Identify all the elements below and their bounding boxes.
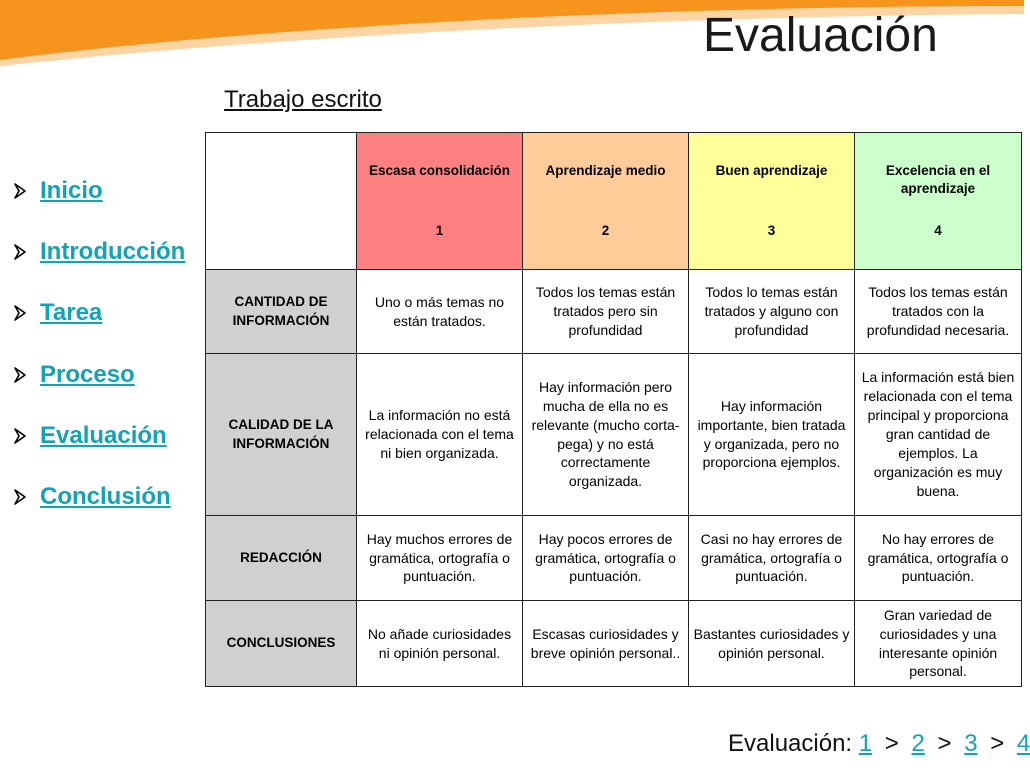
level-label: Escasa consolidación xyxy=(368,162,511,178)
pagination-separator: > xyxy=(990,730,1005,757)
rubric-cell: Todos lo temas están tratados y alguno con profundidad xyxy=(689,270,855,354)
nav-item-inicio xyxy=(14,160,185,221)
page-link-2[interactable]: 2 xyxy=(911,730,925,757)
nav-item-evaluacion xyxy=(14,405,185,466)
level-label: Buen aprendizaje xyxy=(715,162,828,178)
criterion-cell: CONCLUSIONES xyxy=(206,601,357,687)
criterion-cell: CANTIDAD DE INFORMACIÓN xyxy=(206,270,357,354)
level-score: 3 xyxy=(767,222,776,238)
rubric-cell: Hay muchos errores de gramática, ortografía o puntuación. xyxy=(357,516,523,601)
level-label: Aprendizaje medio xyxy=(545,162,666,178)
navigation-menu xyxy=(14,160,185,528)
table-row xyxy=(206,601,1022,687)
arrow-bullet-icon xyxy=(14,244,26,260)
slide-title: Evaluación xyxy=(703,9,938,62)
nav-link-inicio[interactable]: Inicio xyxy=(40,176,103,204)
nav-link-introduccion[interactable]: Introducción xyxy=(40,237,186,265)
rubric-cell: Todos los temas están tratados con la profundidad necesaria. xyxy=(855,270,1022,354)
rubric-cell: Casi no hay errores de gramática, ortografía o puntuación. xyxy=(689,516,855,601)
nav-link-tarea[interactable]: Tarea xyxy=(40,299,103,327)
arrow-bullet-icon xyxy=(14,489,26,505)
rubric-header-row xyxy=(206,133,1022,270)
evaluation-pagination xyxy=(728,730,1030,758)
nav-item-tarea xyxy=(14,283,185,344)
pagination-separator: > xyxy=(884,730,899,757)
nav-link-proceso[interactable]: Proceso xyxy=(40,360,135,388)
rubric-table xyxy=(205,132,1022,687)
arrow-bullet-icon xyxy=(14,428,26,444)
level-score: 2 xyxy=(601,222,610,238)
criterion-cell: CALIDAD DE LA INFORMACIÓN xyxy=(206,354,357,516)
rubric-cell: La información no está relacionada con el tema ni bien organizada. xyxy=(357,354,523,516)
rubric-cell: Escasas curiosidades y breve opinión personal.. xyxy=(523,601,689,687)
table-row xyxy=(206,516,1022,601)
level-score: 1 xyxy=(435,222,444,238)
level-score: 4 xyxy=(934,222,942,238)
rubric-cell: No hay errores de gramática, ortografía o puntuación. xyxy=(855,516,1022,601)
nav-link-evaluacion[interactable]: Evaluación xyxy=(40,421,167,449)
level-header-2 xyxy=(523,133,689,270)
level-header-1 xyxy=(357,133,523,270)
table-row xyxy=(206,270,1022,354)
page-link-1[interactable]: 1 xyxy=(858,730,873,757)
pagination-separator: > xyxy=(937,730,952,757)
pagination-prefix: Evaluación: xyxy=(728,730,853,757)
rubric-cell: Hay información importante, bien tratada y organizada, pero no proporciona ejemplos. xyxy=(689,354,855,516)
arrow-bullet-icon xyxy=(14,367,26,383)
level-header-3 xyxy=(689,133,855,270)
table-row xyxy=(206,354,1022,516)
nav-item-proceso xyxy=(14,344,185,405)
rubric-cell: Hay información pero mucha de ella no es relevante (mucho corta-pega) y no está correctamente organizada. xyxy=(523,354,689,516)
level-header-4 xyxy=(855,133,1022,270)
rubric-cell: Gran variedad de curiosidades y una interesante opinión personal. xyxy=(855,601,1022,687)
nav-item-introduccion xyxy=(14,221,185,282)
page-link-4[interactable]: 4 xyxy=(1016,730,1030,757)
rubric-cell: Todos los temas están tratados pero sin profundidad xyxy=(523,270,689,354)
rubric-corner-cell xyxy=(206,133,357,270)
rubric-cell: Hay pocos errores de gramática, ortografía o puntuación. xyxy=(523,516,689,601)
level-label: Excelencia en el aprendizaje xyxy=(885,162,991,197)
arrow-bullet-icon xyxy=(14,305,26,321)
arrow-bullet-icon xyxy=(14,183,26,199)
rubric-cell: No añade curiosidades ni opinión personal. xyxy=(357,601,523,687)
rubric-cell: La información está bien relacionada con el tema principal y proporciona gran cantidad de ejemplos. La organización es muy buena. xyxy=(855,354,1022,516)
nav-item-conclusion xyxy=(14,466,185,527)
rubric-cell: Uno o más temas no están tratados. xyxy=(357,270,523,354)
criterion-cell: REDACCIÓN xyxy=(206,516,357,601)
nav-link-conclusion[interactable]: Conclusión xyxy=(40,483,171,511)
slide-subtitle: Trabajo escrito xyxy=(224,86,382,113)
rubric-cell: Bastantes curiosidades y opinión personal. xyxy=(689,601,855,687)
page-link-3[interactable]: 3 xyxy=(964,730,978,757)
